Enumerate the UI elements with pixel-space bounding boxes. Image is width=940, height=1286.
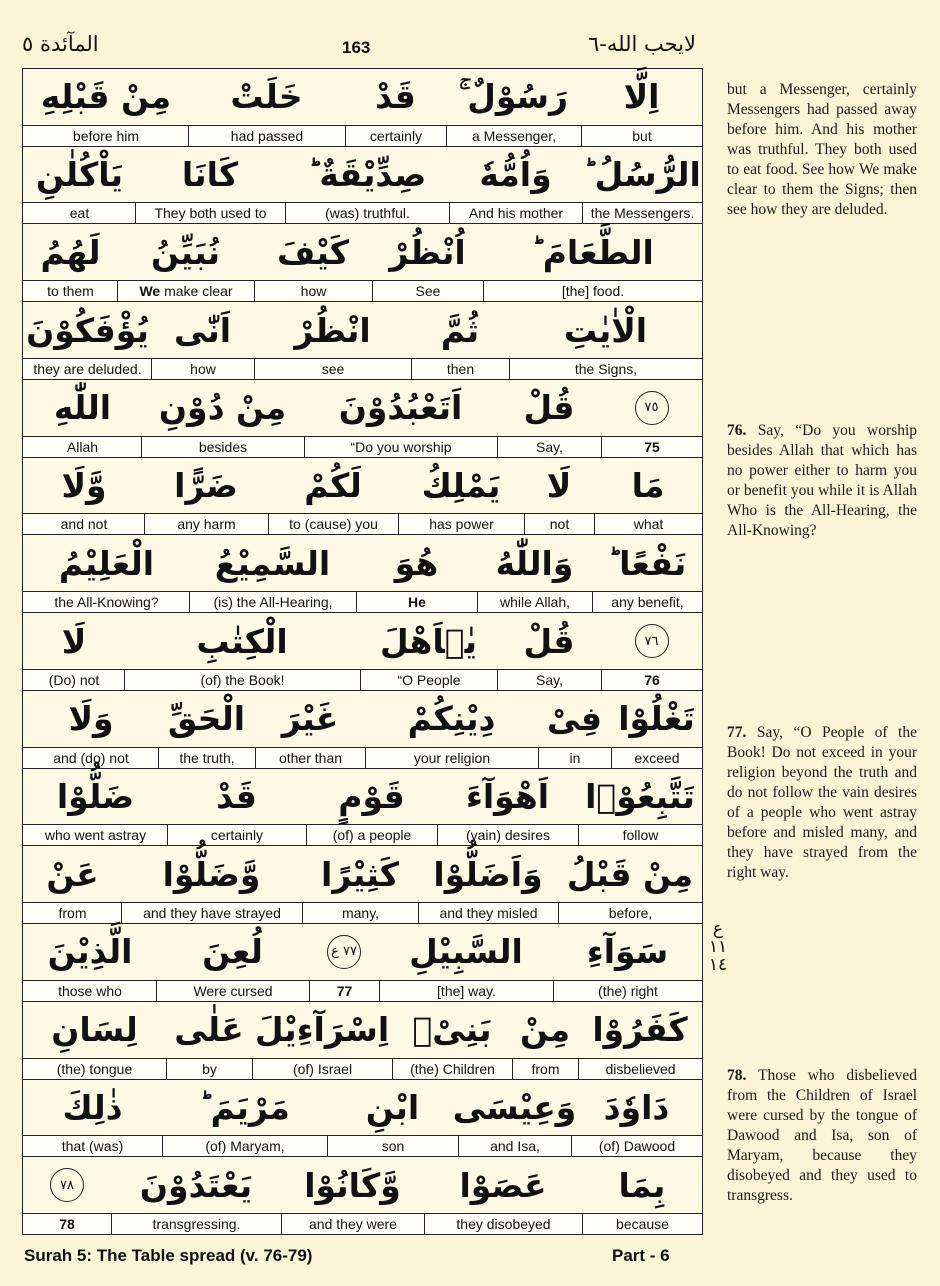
verse-row — [23, 1157, 702, 1234]
english-gloss: the Signs, — [509, 359, 702, 379]
english-line — [23, 980, 702, 1001]
arabic-word: وَاُمُّهٗ — [479, 155, 552, 195]
english-gloss: (is) the All-Hearing, — [189, 592, 356, 612]
ruku-margin-mark: ع ۱۱ ۱٤ — [708, 919, 728, 975]
verse-number-label: 75 — [601, 437, 702, 457]
page-number: 163 — [342, 38, 371, 57]
verse-end-marker — [601, 613, 702, 669]
arabic-word: مَرْيَمَ ؕ — [199, 1087, 290, 1127]
english-gloss: your religion — [365, 748, 538, 768]
english-gloss: (of) Israel — [252, 1059, 392, 1079]
verse-number-label: 77 — [309, 981, 379, 1001]
english-gloss: (vain) desires — [437, 825, 578, 845]
english-line — [23, 747, 702, 768]
arabic-word: قُلْ — [523, 388, 575, 428]
english-gloss: and they have strayed — [121, 903, 302, 923]
english-gloss: “O People — [360, 670, 497, 690]
english-gloss: He — [356, 592, 477, 612]
english-gloss: any harm — [144, 514, 268, 534]
english-gloss: Were cursed — [156, 981, 309, 1001]
arabic-word: هُوَ — [394, 543, 439, 583]
arabic-word: تَتَّبِعُوْۤا — [585, 776, 695, 816]
arabic-word: ثُمَّ — [440, 310, 480, 350]
arabic-word: يَعْتَدُوْنَ — [139, 1165, 253, 1205]
english-gloss: how — [151, 359, 254, 379]
english-gloss: from — [512, 1059, 578, 1079]
arabic-word: بِمَا — [618, 1165, 666, 1205]
arabic-word: يَاْكُلٰنِ — [35, 155, 124, 195]
verse-number: 77. — [727, 724, 747, 741]
english-gloss: exceed — [611, 748, 702, 768]
arabic-word: نُبَيِّنُ — [150, 232, 221, 272]
header-juz-name: لايحب الله-٦ — [588, 32, 696, 56]
english-gloss: from — [58, 905, 87, 922]
arabic-word: الرُّسُلُ ؕ — [583, 155, 701, 195]
verse-row — [23, 846, 702, 924]
english-gloss: certainly — [167, 825, 306, 845]
arabic-word: كَانَا — [181, 155, 239, 195]
arabic-word: مِنْ قَبْلِهِ — [40, 77, 172, 117]
arabic-line — [23, 380, 702, 436]
english-gloss: by — [166, 1059, 252, 1079]
translation-text: Say, “Do you worship besides Allah that which has no power either to harm you or benefit you while it is Allah Who is the All-Hearing, the All-Knowing? — [727, 422, 917, 539]
arabic-line — [23, 613, 702, 669]
arabic-word: اِسْرَآءِيْلَ — [254, 1010, 390, 1050]
english-gloss: certainly — [345, 126, 446, 146]
english-gloss: other than — [255, 748, 365, 768]
english-gloss: See — [372, 281, 483, 301]
english-gloss: Say, — [497, 437, 601, 457]
english-gloss: those who — [58, 982, 122, 999]
english-gloss: had passed — [188, 126, 345, 146]
verse-number-label: 76 — [601, 670, 702, 690]
english-gloss: (was) truthful. — [285, 203, 449, 223]
arabic-word: وَاَضَلُّوْا — [433, 854, 543, 894]
arabic-line — [23, 691, 702, 747]
english-gloss: any benefit, — [592, 592, 702, 612]
arabic-word: الطَّعَامَ ؕ — [531, 232, 654, 272]
english-gloss: They both used to — [135, 203, 285, 223]
verse-number: 78. — [727, 1067, 747, 1084]
arabic-word: وَّكَانُوْا — [304, 1165, 401, 1205]
english-gloss: not — [524, 514, 594, 534]
arabic-word: قَوْمٍ — [338, 776, 405, 816]
english-gloss: and they misled — [418, 903, 558, 923]
arabic-line — [23, 302, 702, 358]
header-surah-name: المآئدة ٥ — [22, 32, 99, 56]
verse-end-marker — [23, 1157, 111, 1213]
translation-paragraph-76 — [727, 421, 917, 541]
arabic-word: الْعَلِيْمُ — [58, 543, 155, 583]
english-gloss: many, — [302, 903, 418, 923]
english-line — [23, 669, 702, 690]
english-gloss: before him — [72, 127, 140, 144]
english-gloss: And his mother — [449, 203, 582, 223]
arabic-word: اَتَعْبُدُوْنَ — [338, 388, 463, 428]
english-gloss: who went astray — [44, 827, 147, 844]
english-line — [23, 202, 702, 223]
verse-end-marker — [309, 924, 379, 980]
english-gloss: while Allah, — [477, 592, 592, 612]
arabic-word: فِیْ — [547, 699, 602, 739]
footer-part: Part - 6 — [612, 1246, 670, 1265]
english-gloss: eat — [69, 205, 90, 222]
english-gloss: then — [411, 359, 509, 379]
arabic-word: الْاٰيٰتِ — [563, 310, 648, 350]
arabic-word: كَفَرُوْا — [592, 1010, 688, 1050]
english-gloss: Allah — [66, 438, 99, 455]
arabic-word: ذٰلِكَ — [62, 1087, 123, 1127]
english-line — [23, 1058, 702, 1079]
translation-text: Those who disbelieved from the Children of Israel were cursed by the tongue of Dawood and Isa, son of Maryam, because they disobeyed and they used to transgress. — [727, 1067, 917, 1204]
arabic-word: يَمْلِكُ — [421, 466, 501, 506]
arabic-word: نَفْعًا ؕ — [607, 543, 687, 583]
arabic-word: الْكِتٰبِ — [196, 621, 288, 661]
verse-end-marker — [601, 380, 702, 436]
verse-number-circle-icon: ٧٨ — [50, 1168, 84, 1202]
verse-row — [23, 458, 702, 536]
verse-row — [23, 924, 702, 1002]
arabic-word: عَلٰى — [174, 1010, 244, 1050]
translation-text: but a Messenger, certainly Messengers had passed away before him. And his mother was truthful. They both used to eat food. See how We make clear to them the Signs; then see how they are deluded. — [727, 81, 917, 218]
english-gloss: they are deluded. — [33, 360, 142, 377]
verse-number-circle-icon: ٧٦ — [635, 624, 669, 658]
english-gloss: the truth, — [158, 748, 255, 768]
arabic-word: قُلْ — [523, 621, 575, 661]
arabic-word: اَنّٰى — [173, 310, 232, 350]
arabic-line — [23, 1157, 702, 1213]
english-gloss: because — [582, 1214, 702, 1234]
translation-paragraph-78 — [727, 1066, 917, 1206]
arabic-word: السَّمِيْعُ — [214, 543, 331, 583]
arabic-word: اللّٰهِ — [53, 388, 112, 428]
english-gloss: to them — [47, 283, 94, 300]
verse-number-label: 78 — [59, 1216, 75, 1233]
footer-surah-title: Surah 5: The Table spread (v. 76-79) — [24, 1246, 313, 1265]
arabic-word: مَا — [631, 466, 665, 506]
arabic-word: لَا — [546, 466, 572, 506]
verse-number-circle-icon: ٧٥ — [635, 391, 669, 425]
arabic-word: اِلَّا — [623, 77, 660, 117]
translation-paragraph-75 — [727, 80, 917, 220]
english-gloss: (the) tongue — [56, 1060, 133, 1077]
arabic-word: لُعِنَ — [202, 932, 263, 972]
verse-row — [23, 69, 702, 147]
arabic-line — [23, 147, 702, 203]
arabic-word: تَغْلُوْا — [618, 699, 695, 739]
english-gloss: Say, — [497, 670, 601, 690]
arabic-word: يُؤْفَكُوْنَ — [26, 310, 149, 350]
english-gloss: the All-Knowing? — [54, 594, 159, 611]
arabic-word: ضَرًّا — [174, 466, 238, 506]
verse-row — [23, 302, 702, 380]
arabic-word: لَا — [61, 621, 87, 661]
arabic-word: الْحَقِّ — [167, 699, 246, 739]
english-gloss: (of) a people — [306, 825, 437, 845]
english-gloss: a Messenger, — [446, 126, 581, 146]
arabic-word: بَنِیْۤ — [412, 1010, 492, 1050]
translation-paragraph-77 — [727, 723, 917, 883]
arabic-word: السَّبِيْلِ — [409, 932, 523, 972]
arabic-word: دِيْنِكُمْ — [407, 699, 496, 739]
gloss-rest: make clear — [160, 283, 233, 300]
arabic-word: ضَلُّوْا — [56, 776, 135, 816]
english-gloss: (Do) not — [48, 671, 100, 688]
verse-row — [23, 380, 702, 458]
word-by-word-grid — [22, 68, 703, 1235]
arabic-word: وَّضَلُّوْا — [162, 854, 261, 894]
arabic-word: لِسَانِ — [51, 1010, 138, 1050]
verse-row — [23, 769, 702, 847]
english-gloss: and not — [60, 516, 108, 533]
arabic-word: خَلَتْ — [230, 77, 303, 117]
arabic-word: اُنْظُرْ — [389, 232, 466, 272]
english-gloss: has power — [398, 514, 524, 534]
verse-row — [23, 613, 702, 691]
arabic-word: كَيْفَ — [277, 232, 349, 272]
verse-number: 76. — [727, 422, 747, 439]
verse-row — [23, 224, 702, 302]
translation-text: Say, “O People of the Book! Do not exceed in your religion beyond the truth and do not follow the vain desires of a people who went astray before and misled many, and they have strayed from the right way. — [727, 724, 917, 881]
english-gloss: son — [327, 1136, 458, 1156]
english-gloss: and (do) not — [53, 749, 129, 766]
arabic-word: صِدِّيْقَةٌ ؕ — [307, 155, 427, 195]
english-line — [23, 902, 702, 923]
arabic-word: لَكُمْ — [304, 466, 362, 506]
arabic-word: يٰۤاَهْلَ — [380, 621, 477, 661]
english-gloss: see — [254, 359, 411, 379]
arabic-line — [23, 1080, 702, 1136]
verse-row — [23, 535, 702, 613]
arabic-word: مِنْ قَبْلُ — [566, 854, 694, 894]
arabic-word: وَعِيْسَى — [452, 1087, 577, 1127]
english-gloss: (of) the Book! — [124, 670, 360, 690]
arabic-word: اَهْوَآءَ — [465, 776, 550, 816]
arabic-word: وَاللّٰهُ — [495, 543, 574, 583]
arabic-word: دَاوٗدَ — [603, 1087, 670, 1127]
arabic-word: وَّلَا — [61, 466, 107, 506]
english-gloss: follow — [578, 825, 702, 845]
arabic-word: كَثِيْرًا — [321, 854, 399, 894]
arabic-line — [23, 69, 702, 125]
english-gloss: they disobeyed — [424, 1214, 582, 1234]
arabic-line — [23, 769, 702, 825]
english-gloss: but — [581, 126, 702, 146]
english-gloss: [the] way. — [379, 981, 553, 1001]
arabic-word: الَّذِيْنَ — [47, 932, 133, 972]
english-gloss: “Do you worship — [304, 437, 497, 457]
arabic-word: لَهُمُ — [40, 232, 101, 272]
arabic-line — [23, 846, 702, 902]
english-gloss: [the] food. — [483, 281, 702, 301]
english-gloss: disbelieved — [578, 1059, 702, 1079]
arabic-line — [23, 224, 702, 280]
english-gloss: before, — [558, 903, 702, 923]
english-line — [23, 591, 702, 612]
english-gloss: (the) right — [553, 981, 702, 1001]
arabic-word: ابْنِ — [365, 1087, 420, 1127]
english-line — [23, 280, 702, 301]
arabic-line — [23, 924, 702, 980]
arabic-word: وَلَا — [68, 699, 114, 739]
gloss-emphasis: We — [139, 283, 161, 300]
verse-row — [23, 691, 702, 769]
english-line — [23, 125, 702, 146]
english-gloss: in — [538, 748, 611, 768]
english-gloss: what — [594, 514, 702, 534]
english-gloss: besides — [141, 437, 304, 457]
english-line — [23, 824, 702, 845]
english-line — [23, 358, 702, 379]
english-gloss: (the) Children — [392, 1059, 512, 1079]
arabic-word: مِنْ دُوْنِ — [158, 388, 287, 428]
english-gloss: the Messengers. — [582, 203, 702, 223]
arabic-word: عَنْ — [46, 854, 99, 894]
arabic-word: عَصَوْا — [459, 1165, 547, 1205]
english-line — [23, 436, 702, 457]
arabic-line — [23, 535, 702, 591]
english-gloss: how — [254, 281, 372, 301]
english-line — [23, 513, 702, 534]
arabic-line — [23, 458, 702, 514]
english-line — [23, 1135, 702, 1156]
arabic-word: رَسُوْلٌ ۚ — [458, 76, 569, 116]
arabic-word: انْظُرْ — [294, 310, 371, 350]
arabic-word: مِنْ — [519, 1010, 571, 1050]
arabic-word: غَيْرَ — [281, 699, 339, 739]
verse-row — [23, 1080, 702, 1158]
english-gloss: to (cause) you — [268, 514, 398, 534]
english-gloss: that (was) — [61, 1138, 124, 1155]
english-gloss — [117, 281, 254, 301]
english-line — [23, 1213, 702, 1234]
verse-row — [23, 1002, 702, 1080]
verse-number-circle-icon: ٧٧ ع — [327, 935, 361, 969]
english-gloss: (of) Maryam, — [162, 1136, 327, 1156]
english-gloss: transgressing. — [111, 1214, 281, 1234]
english-gloss: (of) Dawood — [571, 1136, 702, 1156]
arabic-word: قَدْ — [375, 77, 416, 117]
arabic-word: قَدْ — [216, 776, 257, 816]
english-gloss: and Isa, — [458, 1136, 571, 1156]
english-gloss: and they were — [281, 1214, 424, 1234]
arabic-line — [23, 1002, 702, 1058]
arabic-word: سَوَآءِ — [586, 932, 669, 972]
verse-row — [23, 147, 702, 225]
